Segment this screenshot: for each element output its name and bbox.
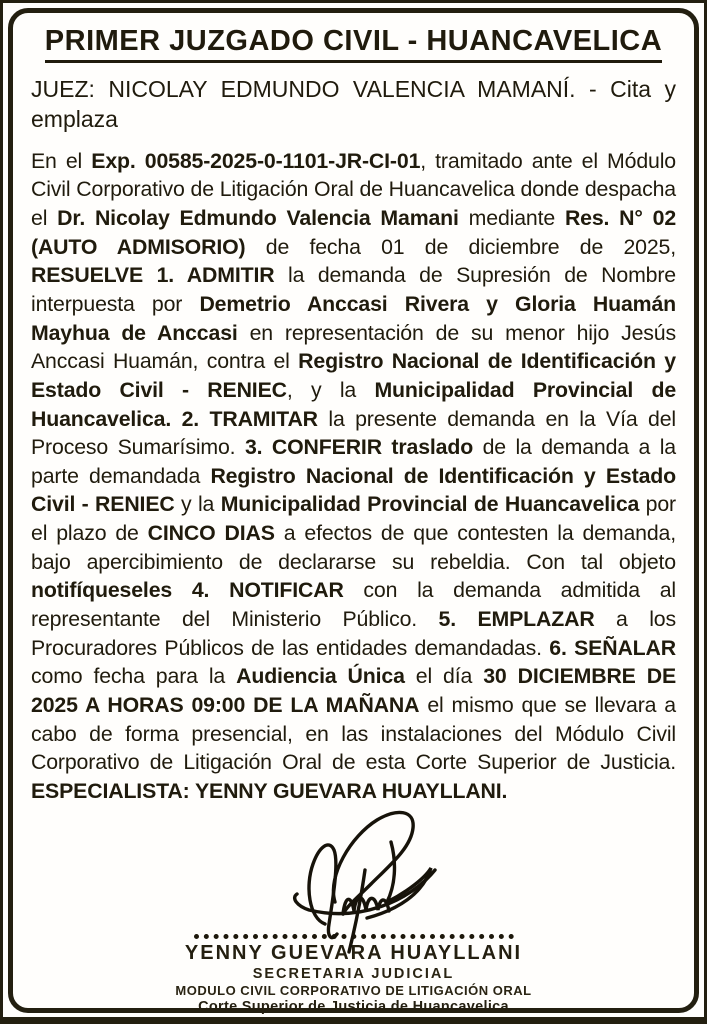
page-title <box>31 25 676 58</box>
handwritten-signature-image <box>239 806 469 954</box>
page-title-text: PRIMER JUZGADO CIVIL - HUANCAVELICA <box>45 25 662 63</box>
signatory-name: YENNY GUEVARA HUAYLLANI <box>184 941 523 964</box>
signatory-office: MODULO CIVIL CORPORATIVO DE LITIGACIÓN ORAL <box>175 982 532 998</box>
signatory-court: Corte Superior de Justicia de Huancavelica <box>198 998 509 1015</box>
signature-block <box>31 806 676 1015</box>
resolution-body: En el Exp. 00585-2025-0-1101-JR-CI-01, tramitado ante el Módulo Civil Corporativo de Litigación Oral de Huancavelica donde despacha el Dr. Nicolay Edmundo Valencia Mamani mediante Res. N° 02 (AUTO ADMISORIO) de fecha 01 de diciembre de 2025, RESUELVE 1. ADMITIR la demanda de Supresión de Nombre interpuesta por Demetrio Anccasi Rivera y Gloria Huamán Mayhua de Anccasi en representación de su menor hijo Jesús Anccasi Huamán, contra el Registro Nacional de Identificación y Estado Civil - RENIEC, y la Municipalidad Provincial de Huancavelica. 2. TRAMITAR la presente demanda en la Vía del Proceso Sumarísimo. 3. CONFERIR traslado de la demanda a la parte demandada Registro Nacional de Identificación y Estado Civil - RENIEC y la Municipalidad Provincial de Huancavelica por el plazo de CINCO DIAS a efectos de que contesten la demanda, bajo apercibimiento de declararse su rebeldia. Con tal objeto notifíqueseles 4. NOTIFICAR con la demanda admitida al representante del Ministerio Público. 5. EMPLAZAR a los Procuradores Públicos de las entidades demandadas. 6. SEÑALAR como fecha para la Audiencia Única el día 30 DICIEMBRE DE 2025 A HORAS 09:00 DE LA MAÑANA el mismo que se llevara a cabo de forma presencial, en las instalaciones del Módulo Civil Corporativo de Litigación Oral de esta Corte Superior de Justicia. ESPECIALISTA: YENNY GUEVARA HUAYLLANI. <box>31 148 677 803</box>
notice-content <box>31 17 677 1015</box>
signatory-role: SECRETARIA JUDICIAL <box>252 965 455 982</box>
judge-line: JUEZ: NICOLAY EDMUNDO VALENCIA MAMANÍ. - Cita y emplaza <box>31 76 676 132</box>
